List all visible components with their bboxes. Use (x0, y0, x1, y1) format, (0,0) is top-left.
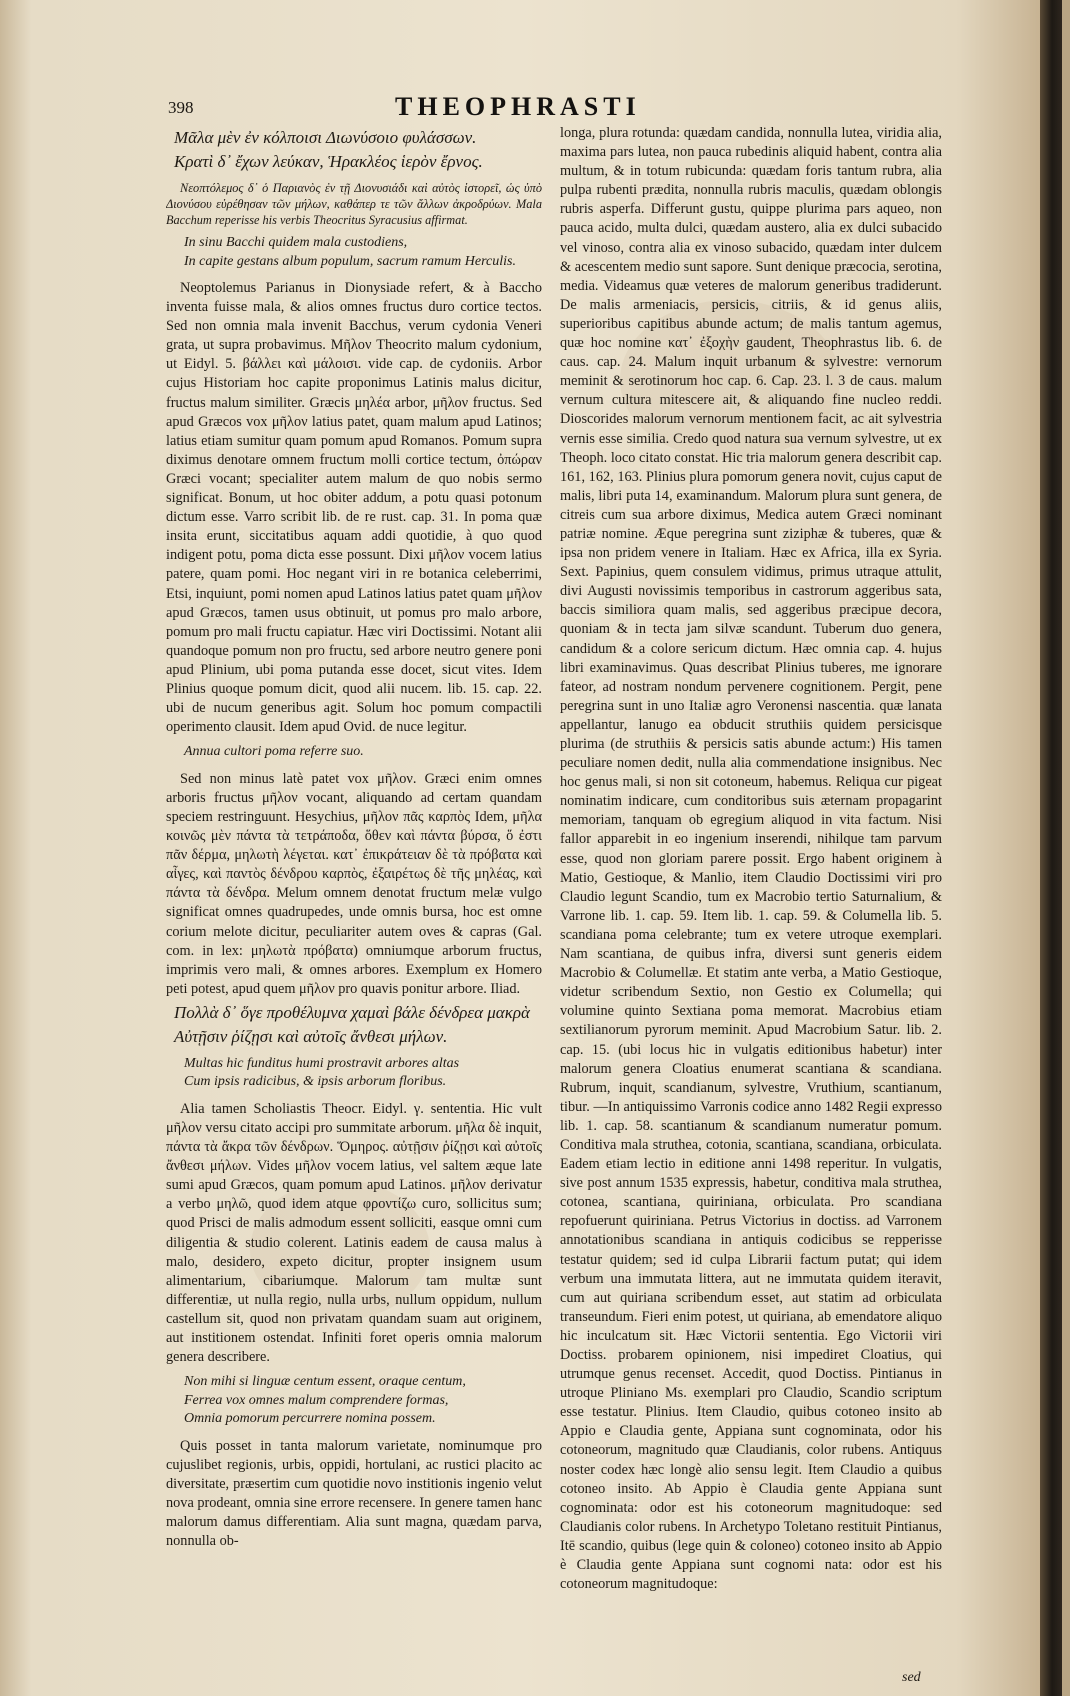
catchword: sed (902, 1670, 921, 1685)
verse-line: Αὐτῇσιν ῥίζῃσι καὶ αὐτοῖς ἄνθεσι μήλων. (174, 1026, 448, 1046)
verse-line: Μᾶλα μὲν ἐν κόλποισι Διωνύσοιο φυλάσσων. (174, 128, 477, 147)
verse-line: Omnia pomorum percurrere nomina possem. (184, 1411, 436, 1427)
verse-line: Non mihi si linguæ centum essent, oraque centum, (184, 1374, 466, 1390)
paragraph: Sed non minus latè patet vox μῆλον. Græci enim omnes arboris fructus μῆλον vocant, aliquando ad certam quandam speciem restringuunt. Hesychius, μῆλον πᾶς καρπὸς Idem, μῆλα κοινῶς μὲν πάντα τὰ τετράποδα, ὅθεν καὶ πάντα βύρσα, ὅ ἐστι πᾶν δέρμα, μηλωτὴ λέγεται. κατ᾽ ἐπικράτειαν δὲ τὰ πρόβατα καὶ αἶγες, καὶ παντὸς δένδρου καρπὸς, ἐξαιρέτως δὲ τῆς μηλέας, καὶ πάντα τὰ δένδρα. Melum omnem denotat fructum melæ vulgo significat omnes quadrupedes, unde omnis bursa, hoc est omne corium melote dicitur, peculiariter autem oves & capras (Gal. com. in lex: μηλωτὰ πρόβατα) omniumque arborum fructus, imprimis vero mali, & omnes arbores. Exemplum ex Homero peti potest, apud quem μῆλον pro quavis ponitur arbore. Iliad. (166, 770, 542, 997)
verse-line: Ferrea vox omnes malum comprendere formas, (184, 1392, 449, 1408)
running-head: THEOPHRASTI (395, 92, 641, 121)
latin-verse (184, 1373, 542, 1429)
paragraph: longa, plura rotunda: quædam candida, nonnulla lutea, viridia alia, maxima pars lutea, non pauca rubedinis aliquid habent, contra alia multum, & in totum rubicunda: quædam foris tantum rubra, alia pulpa rubenti prædita, nonnulla rubris maculis, quædam oblongis rubris asperfa. Differunt gustu, quippe plurima pars aqueo, non pauca acido, multa dulci, quædam austero, alia ex dulci subacido vel vinoso, contra alia ex vinoso subacido, quædam inter dulcem & acescentem medio sunt sapore. Sunt denique præcocia, serotina, media. Videamus quæ veteres de malorum generibus tradiderunt. De malis armeniacis, persicis, citriis, & id genus aliis, superioribus capitibus abunde actum; de malis tantum agemus, quæ hoc nomine κατ᾽ ἐξοχὴν gaudent, Theophrastus lib. 6. de caus. cap. 24. Malum inquit urbanum & sylvestre: vernorum meminit & serotinorum hoc cap. 6. Cap. 23. l. 3 de caus. malum vernum cultura mitescere ait, & aliquando fine nucleo reddi. Dioscorides malorum vernorum mentionem facit, ac ait sylvestria vernis esse similia. Credo quod natura sua vernum sylvestre, ut ex Theoph. loco citato constat. Hic tria malorum genera describit cap. 161, 162, 163. Plinius plura pomorum genera novit, cujus caput de malis, libri puta 14, examinandum. Malorum plura sunt genera, de citreis cum sua arbore diximus, Medica autem Græci nominant patriæ nomine. Æque peregrina sunt ziziphæ & tuberes, quæ & ipsa non pridem venere in Italiam. Hæc ex Africa, illa ex Syria. Sext. Papinius, quem consulem vidimus, primus utraque attulit, divi Augusti novissimis temporibus in castrorum aggeribus sata, baccis similiora quam malis, sed aggeribus præcipue decora, quoniam & in tecta jam silvæ scandunt. Tuberum duo genera, candidum & a colore sericum dictum. Hæc omnia cap. 4. hujus libri examinavimus. Quas describat Plinius tuberes, me ignorare fateor, ad nostram nondum pervenere cognitionem. Pergit, pene peregrina sunt in uno Italiæ agro Veronensi nascentia. quæ lanata appellantur, lanugo ea obducit struthiis quidem persicisque plurima (de struthiis & persicis satis abunde actum:) His tamen peculiare nomen dedit, nulla alia commendatione insignibus. Nec hoc genus mali, si non sit cotoneum, habemus. Reliqua cur pigeat nominatim indicare, cum conditoribus suis æternam propagarint memoriam, tanquam ob egregium aliquod in vita factum. Nisi fallor apparebit in eo ingenium inserendi, nihilque tam parvum esse, quod non gloriam parere possit. Ergo habent originem à Matio, Gestioque, & Manlio, item Claudio Doctissimi viri pro Claudio legunt Scandio, tum ex Macrobio tertio Saturnalium, & Varrone lib. 1. cap. 59. Item lib. 1. cap. 59. & Columella lib. 5. scandiana poma celebrante; tum ex vetere utroque exemplari. Nam scantiana, de quibus infra, diversi sunt generis eidem Macrobio & Columellæ. Et statim ante verba, a Matio Gestioque, videtur scribendum Sextio, non Gestio ex Columella; qui volumine quinto Sextiana poma memorat. Macrobius etiam sextilianorum pyrorum meminit. Apud Macrobium Satur. lib. 2. cap. 15. (ubi locus hic in vulgatis editionibus habetur) inter malorum genera Cloatius enumerat scantiana & scandiana. Rubrum, inquit, scandianum, sylvestre, Vruthium, scantianum, tibur. —In antiquissimo Varronis codice anno 1482 Regii expresso lib. 1. cap. 58. scantianum & scandianum numeratur pomum. Conditiva mala struthea, cotonia, scantiana, scandiana, orbiculata. Eadem etiam lectio in editione anni 1498 reperitur. In vulgatis, sive post annum 1535 expressis, habetur, conditiva mala struthea, cotonea, scantiana, quiriniana, orbiculata. Pro scandiana repofuerunt quiriniana. Petrus Victorius in doctiss. ad Varronem annotationibus scandiana in antiquis codicibus se repperisse testatur quidem; sed id culpa Librarii factum putat; qui idem verbum una immutata littera, aut ne immutata quidem iteravit, cum aut quiriana scribendum esset, aut statim ad orbiculata transeundum. Fieri enim potest, ut quiriana, ab emendatore aliquo hic inculcatum sit. Hæc Victorii sententia. Ego Victorii viri Doctiss. probarem opinionem, nisi impediret Cloatius, qui utrumque genus recenset. Accedit, quod Doctiss. Pintianus in utroque Pliniano Ms. exemplari pro Claudio, Scandio scriptum esse testatur. Plinius. Item Claudio, quibus cotoneo insito ab Appio e Claudia gente, Appiana sunt cognominata, odor his cotoneorum, magnitudo quæ Claudianis, color rubens. Antiquus noster codex hæc longè alio sensu legit. Item Claudio a quibus cotoneo insito. Ab Appio è Claudia gente Appiana sunt cognominata: odor est his cotoneorum magnitudoque: sed Claudianis color rubens. In Archetypo Toletano restituit Pintianus, Itē scandio, quibus (lege quin & coloneo) cotoneo insito ab Appio è Claudia gente Appiana sunt cognomi nata: odor est his cotoneorum magnitudoque: (560, 125, 942, 1593)
paragraph: Quis posset in tanta malorum varietate, nominumque pro cujuslibet regionis, urbis, oppidi, hortulani, ac rustici placito ac diversitate, præsertim cum quotidie novo institionis ingenio velut nova prodeant, omnia sine errore recensere. In genere tamen hanc malorum damus differentiam. Alia sunt magna, quædam parva, nonnulla ob- (166, 1437, 542, 1550)
paragraph: Neoptolemus Parianus in Dionysiade refert, & à Baccho inventa fuisse mala, & alios omnes fructus duro cortice tectos. Sed non omnia mala invenit Bacchus, verum cydonia Veneri grata, ut supra probavimus. Μῆλον Theocrito malum cydonium, ut Eidyl. 5. βάλλει καὶ μάλοισι. vide cap. de cydoniis. Arbor cujus Historiam hoc capite proponimus Latinis malus dicitur, fructus malum similiter. Græcis μηλέα arbor, μῆλον fructus. Sed apud Græcos vox μῆλον latius patet, quam malum apud Latinos; latius etiam sumitur quam pomum apud Romanos. Pomum supra diximus denotare omnem fructum molli cortice tectum, ὀπώραν Græci vocant; specialiter autem malum de quo nobis sermo significat. Bonum, ut hoc obiter addum, a potu quasi potonum dictum esse. Varro scribit lib. de re rust. cap. 31. In poma quæ insita erunt, siccitatibus aquam addi quotidie, à quo quod indigent potu, poma dicta esse possunt. Dixi μῆλον vocem latius patere, quam pomi. Hoc negant viri in re botanica celeberrimi, Etsi, inquiunt, pomi nomen apud Latinos latius patet quam μῆλον apud Græcos, tamen usus obtinuit, ut pomus pro malo arbore, pomum pro mali fructu capiatur. Hæc viri Doctissimi. Notant alii quandoque pomum non pro fructu, sed arbore neutro genere poni apud Plinium, ubi poma putanda esse docet, sicut vites. Idem Plinius quoque pomum dicit, quod alii nucem. lib. 15. cap. 22. ubi de nucum generibus agit. Solum hoc pomum compactili operimento clausit. Idem apud Ovid. de nuce legitur. (166, 280, 542, 736)
facing-page-edge (1062, 0, 1070, 1696)
right-column (560, 124, 942, 1684)
verse-line: Cum ipsis radicibus, & ipsis arborum floribus. (184, 1074, 447, 1090)
ovid-line: Annua cultori poma referre suo. (184, 744, 364, 760)
paragraph: Alia tamen Scholiastis Theocr. Eidyl. γ. sententia. Hic vult μῆλον versu citato accipi pro summitate arborum. μῆλα δὲ inquit, πάντα τὰ ἄκρα τῶν δένδρων. Ὅμηρος. αὐτῇσιν ῥίζῃσι καὶ αὐτοῖς ἄνθεσι μήλων. Vides μῆλον vocem latius, vel saltem æque late sumi apud Græcos, quam pomum apud Latinos. μῆλον derivatur a verbo μηλῶ, quod idem atque φροντίζω curo, sollicitus sum; quod Prisci de malis admodum essent solliciti, easque omni cum diligentia & studio colerent. Latinis eadem de causa malus à malo, desidero, expeto dicitur, propter insignem usum alimentarium, cibariumque. Malorum tam multæ sunt differentiæ, ut nulla regio, nulla urbs, nullum oppidum, nullum castellum sit, quod non privatam quandam suam aut originem, aut institionem ostendat. Infiniti foret operis omnia malorum genera describere. (166, 1100, 542, 1366)
greek-verse (174, 126, 542, 174)
greek-note: Νεοπτόλεμος δ᾽ ὁ Παριανὸς ἐν τῇ Διονυσιάδι καὶ αὐτὸς ἱστορεῖ, ὡς ὑπὸ Διονύσου εὑρέθησαν τῶν μήλων, καθάπερ τε τῶν ἄλλων ἀκροδρύων. Mala Bacchum reperisse his verbis Theocritus Syracusius affirmat. (166, 181, 542, 227)
greek-verse (174, 1001, 542, 1049)
verse-line: Κρατὶ δ᾽ ἔχων λεύκαν, Ἡρακλέος ἱερὸν ἔρνος. (174, 152, 483, 171)
latin-verse (184, 1055, 542, 1092)
verse-line: Πολλὰ δ᾽ ὅγε προθέλυμνα χαμαὶ βάλε δένδρεα μακρὰ (174, 1002, 530, 1022)
latin-verse (184, 234, 542, 271)
verse-line: Multas hic funditus humi prostravit arbores altas (184, 1055, 460, 1071)
verse-line: In sinu Bacchi quidem mala custodiens, (184, 235, 408, 250)
left-column (166, 124, 542, 1554)
verse-line: In capite gestans album populum, sacrum ramum Herculis. (184, 253, 516, 269)
folio-number: 398 (168, 98, 194, 117)
